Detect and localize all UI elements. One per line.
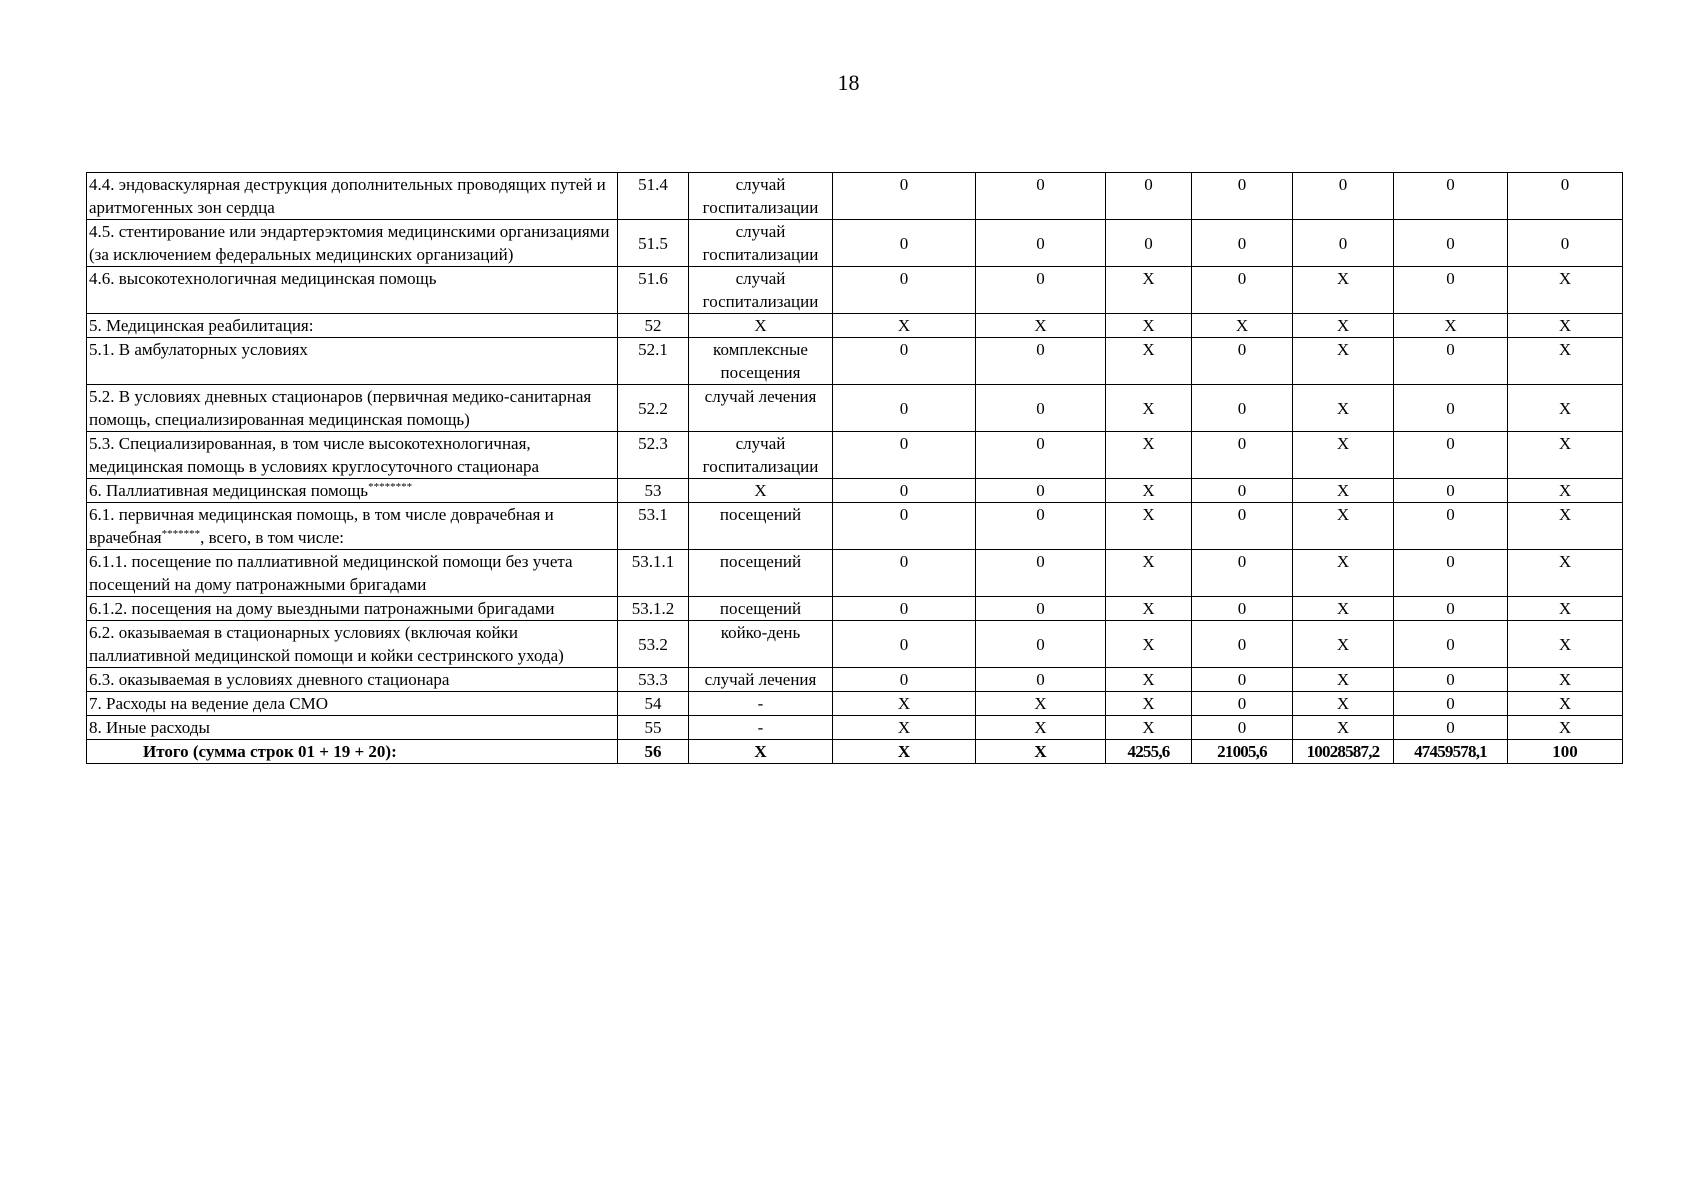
row-value: 0 (1106, 220, 1192, 267)
row-value: 0 (833, 621, 976, 668)
table-row (87, 716, 1623, 740)
row-label: 5.3. Специализированная, в том числе высокотехнологичная, медицинская помощь в условиях круглосуточного стационара (87, 432, 618, 479)
row-value: 0 (833, 550, 976, 597)
financial-report-table (86, 172, 1623, 764)
table-row (87, 668, 1623, 692)
row-value: X (1508, 503, 1623, 550)
row-value: X (976, 716, 1106, 740)
row-code: 53.3 (618, 668, 689, 692)
row-code: 55 (618, 716, 689, 740)
total-code: 56 (618, 740, 689, 764)
row-value: X (1293, 692, 1394, 716)
row-label: 5. Медицинская реабилитация: (87, 314, 618, 338)
row-value: 0 (1192, 668, 1293, 692)
table-row (87, 338, 1623, 385)
total-value: 47459578,1 (1394, 740, 1508, 764)
row-value: 0 (833, 479, 976, 503)
row-value: 0 (1394, 385, 1508, 432)
row-value: X (1106, 621, 1192, 668)
row-unit: случай госпитализации (689, 432, 833, 479)
row-value: 0 (976, 621, 1106, 668)
row-value: 0 (976, 267, 1106, 314)
footnote-marker: ******** (368, 481, 413, 493)
row-value: X (1508, 550, 1623, 597)
row-label: 6.1.1. посещение по паллиативной медицинской помощи без учета посещений на дому патронажными бригадами (87, 550, 618, 597)
row-value: 0 (833, 220, 976, 267)
row-code: 54 (618, 692, 689, 716)
row-value: 0 (1394, 173, 1508, 220)
total-label: Итого (сумма строк 01 + 19 + 20): (87, 740, 618, 764)
row-code: 52.2 (618, 385, 689, 432)
row-value: X (1508, 621, 1623, 668)
row-value: X (1508, 668, 1623, 692)
row-value: 0 (976, 432, 1106, 479)
table-row (87, 479, 1623, 503)
row-label: 6.2. оказываемая в стационарных условиях (включая койки паллиативной медицинской помощи и койки сестринского ухода) (87, 621, 618, 668)
row-value: X (976, 314, 1106, 338)
table-row (87, 503, 1623, 550)
row-value: X (1106, 385, 1192, 432)
row-value: X (1106, 716, 1192, 740)
row-unit: посещений (689, 550, 833, 597)
row-value: X (1106, 479, 1192, 503)
footnote-marker: ******* (161, 528, 201, 540)
row-code: 51.6 (618, 267, 689, 314)
table-row (87, 220, 1623, 267)
row-value: 0 (1394, 338, 1508, 385)
row-value: 0 (1192, 220, 1293, 267)
row-value: X (1508, 597, 1623, 621)
row-value: 0 (1192, 267, 1293, 314)
table-row (87, 432, 1623, 479)
row-value: 0 (1394, 668, 1508, 692)
row-value: 0 (833, 432, 976, 479)
row-value: 0 (1394, 621, 1508, 668)
row-value: 0 (833, 267, 976, 314)
row-label-text: 6. Паллиативная медицинская помощь (89, 481, 369, 500)
row-label: 4.5. стентирование или эндартерэктомия медицинскими организациями (за исключением федеральных медицинских организаций) (87, 220, 618, 267)
row-label-tail: , всего, в том числе: (200, 528, 344, 547)
row-value: 0 (1192, 503, 1293, 550)
row-value: X (1106, 597, 1192, 621)
row-value: 0 (1192, 479, 1293, 503)
row-value: X (1508, 385, 1623, 432)
row-value: X (1293, 597, 1394, 621)
total-row (87, 740, 1623, 764)
table-row (87, 692, 1623, 716)
table-row (87, 267, 1623, 314)
row-label (87, 503, 618, 550)
row-value: X (1192, 314, 1293, 338)
row-value: X (1508, 716, 1623, 740)
row-value: 0 (833, 597, 976, 621)
row-value: 0 (1192, 716, 1293, 740)
row-value: X (976, 692, 1106, 716)
row-value: 0 (976, 597, 1106, 621)
row-unit: случай госпитализации (689, 267, 833, 314)
row-code: 53.1.2 (618, 597, 689, 621)
row-value: 0 (976, 385, 1106, 432)
row-value: X (1508, 692, 1623, 716)
row-value: 0 (1293, 173, 1394, 220)
row-value: X (1293, 550, 1394, 597)
total-value: 21005,6 (1192, 740, 1293, 764)
row-label: 5.1. В амбулаторных условиях (87, 338, 618, 385)
row-value: X (1106, 314, 1192, 338)
row-code: 53.2 (618, 621, 689, 668)
row-value: X (1508, 479, 1623, 503)
row-label (87, 479, 618, 503)
row-label: 7. Расходы на ведение дела СМО (87, 692, 618, 716)
row-value: 0 (1192, 432, 1293, 479)
page-number: 18 (837, 70, 860, 95)
row-value: 0 (833, 385, 976, 432)
row-value: 0 (1192, 338, 1293, 385)
row-unit: - (689, 716, 833, 740)
table-row (87, 597, 1623, 621)
row-value: X (1293, 503, 1394, 550)
row-value: 0 (1394, 220, 1508, 267)
row-value: 0 (976, 220, 1106, 267)
table-row (87, 385, 1623, 432)
row-value: X (833, 692, 976, 716)
row-value: 0 (1192, 385, 1293, 432)
row-value: 0 (1508, 220, 1623, 267)
row-value: X (1293, 385, 1394, 432)
row-value: X (1293, 716, 1394, 740)
row-value: X (1508, 338, 1623, 385)
row-code: 51.5 (618, 220, 689, 267)
row-label: 5.2. В условиях дневных стационаров (первичная медико-санитарная помощь, специализированная медицинская помощь) (87, 385, 618, 432)
row-value: 0 (976, 479, 1106, 503)
row-value: 0 (1192, 597, 1293, 621)
table-row (87, 550, 1623, 597)
row-value: X (1293, 267, 1394, 314)
row-unit: случай лечения (689, 385, 833, 432)
row-label: 6.3. оказываемая в условиях дневного стационара (87, 668, 618, 692)
table-row (87, 173, 1623, 220)
table-row (87, 314, 1623, 338)
row-value: X (833, 314, 976, 338)
row-code: 51.4 (618, 173, 689, 220)
row-value: X (1508, 314, 1623, 338)
total-value: X (976, 740, 1106, 764)
row-unit: случай госпитализации (689, 220, 833, 267)
row-value: X (1394, 314, 1508, 338)
row-value: 0 (833, 338, 976, 385)
row-label: 6.1.2. посещения на дому выездными патронажными бригадами (87, 597, 618, 621)
row-unit: случай лечения (689, 668, 833, 692)
total-value: 10028587,2 (1293, 740, 1394, 764)
row-value: X (1508, 267, 1623, 314)
row-value: X (1293, 668, 1394, 692)
row-label: 8. Иные расходы (87, 716, 618, 740)
row-value: 0 (976, 668, 1106, 692)
row-value: X (1293, 479, 1394, 503)
row-code: 52.1 (618, 338, 689, 385)
row-label-text: 6.1. первичная медицинская помощь, в том числе доврачебная и врачебная (89, 505, 554, 547)
row-value: 0 (833, 668, 976, 692)
row-value: 0 (1192, 692, 1293, 716)
row-value: X (833, 716, 976, 740)
row-value: 0 (1394, 267, 1508, 314)
row-value: 0 (1394, 432, 1508, 479)
row-value: X (1106, 338, 1192, 385)
total-value: 100 (1508, 740, 1623, 764)
row-label: 4.4. эндоваскулярная деструкция дополнительных проводящих путей и аритмогенных зон сердца (87, 173, 618, 220)
row-unit: посещений (689, 503, 833, 550)
row-value: X (1106, 432, 1192, 479)
row-unit: койко-день (689, 621, 833, 668)
row-value: X (1293, 314, 1394, 338)
row-value: X (1106, 692, 1192, 716)
row-code: 52 (618, 314, 689, 338)
total-value: X (833, 740, 976, 764)
row-unit: - (689, 692, 833, 716)
row-unit: случай госпитализации (689, 173, 833, 220)
row-label: 4.6. высокотехнологичная медицинская помощь (87, 267, 618, 314)
row-unit: X (689, 314, 833, 338)
row-value: 0 (1192, 173, 1293, 220)
row-value: X (1508, 432, 1623, 479)
row-value: 0 (833, 503, 976, 550)
row-value: 0 (1508, 173, 1623, 220)
row-value: X (1106, 668, 1192, 692)
row-code: 53 (618, 479, 689, 503)
row-value: X (1106, 550, 1192, 597)
row-value: 0 (1192, 621, 1293, 668)
row-value: 0 (976, 338, 1106, 385)
row-value: 0 (1106, 173, 1192, 220)
row-value: 0 (1394, 550, 1508, 597)
row-value: 0 (976, 550, 1106, 597)
row-code: 53.1.1 (618, 550, 689, 597)
row-code: 53.1 (618, 503, 689, 550)
row-unit: посещений (689, 597, 833, 621)
row-unit: X (689, 479, 833, 503)
row-value: X (1106, 503, 1192, 550)
row-value: 0 (1394, 503, 1508, 550)
row-value: X (1293, 621, 1394, 668)
total-value: 4255,6 (1106, 740, 1192, 764)
row-value: 0 (1394, 692, 1508, 716)
row-value: 0 (1293, 220, 1394, 267)
table-row (87, 621, 1623, 668)
total-unit: X (689, 740, 833, 764)
row-value: 0 (1394, 716, 1508, 740)
row-value: 0 (1394, 479, 1508, 503)
row-code: 52.3 (618, 432, 689, 479)
row-value: 0 (1192, 550, 1293, 597)
row-value: X (1106, 267, 1192, 314)
row-value: X (1293, 338, 1394, 385)
row-value: 0 (833, 173, 976, 220)
row-value: 0 (1394, 597, 1508, 621)
row-value: 0 (976, 503, 1106, 550)
row-value: X (1293, 432, 1394, 479)
row-unit: комплексные посещения (689, 338, 833, 385)
row-value: 0 (976, 173, 1106, 220)
